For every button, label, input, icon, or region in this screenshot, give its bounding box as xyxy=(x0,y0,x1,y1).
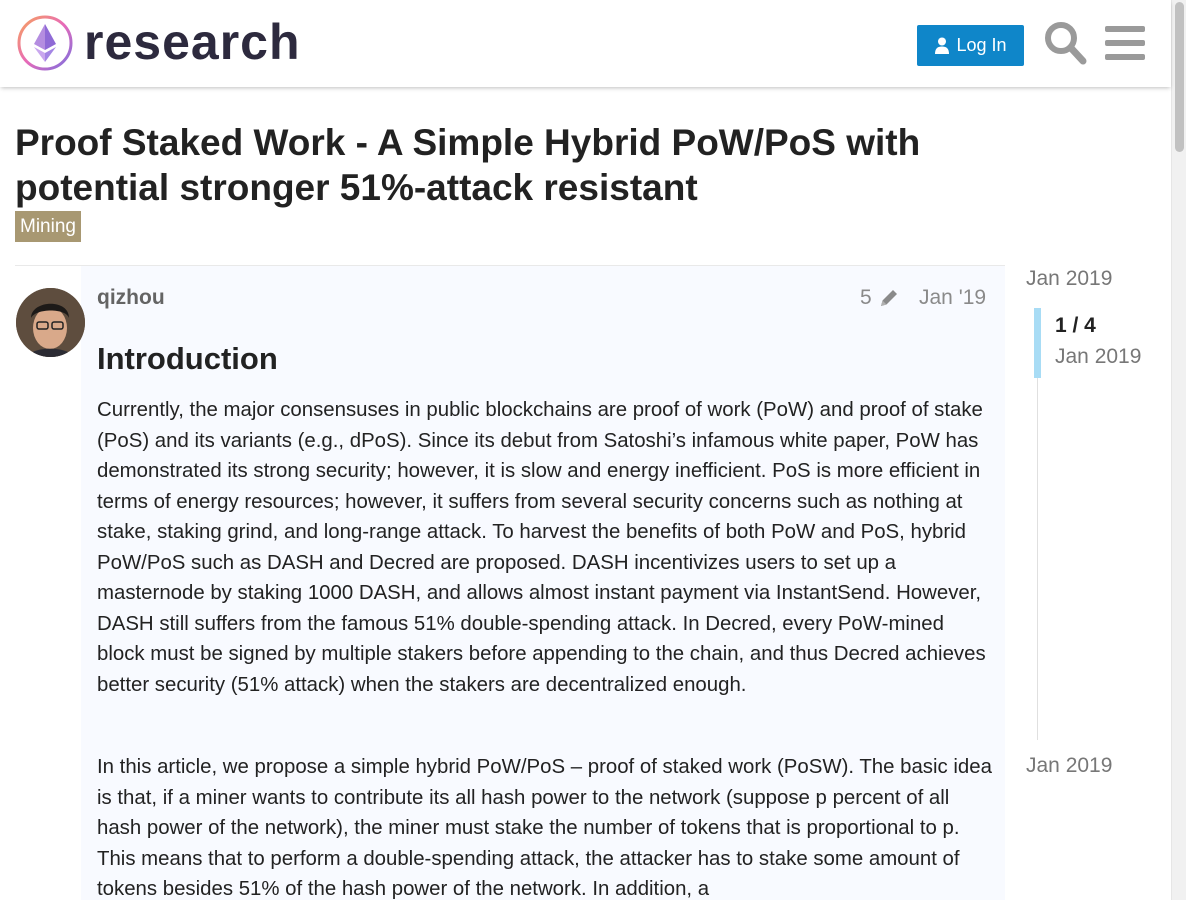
edit-count: 5 xyxy=(860,286,872,309)
post-heading: Introduction xyxy=(97,341,278,376)
timeline-position: 1 / 4 xyxy=(1055,314,1096,337)
research-logo-icon[interactable] xyxy=(16,14,74,72)
topic-title[interactable]: Proof Staked Work - A Simple Hybrid PoW/PoS with potential stronger 51%-attack resistant xyxy=(15,122,921,208)
category-badge[interactable]: Mining xyxy=(15,211,81,242)
post-date[interactable]: Jan '19 xyxy=(919,286,987,309)
user-icon xyxy=(934,37,950,54)
site-name[interactable]: research xyxy=(84,14,301,70)
page-scrollbar[interactable] xyxy=(1171,0,1186,900)
login-button[interactable] xyxy=(917,25,1024,66)
user-avatar-image xyxy=(16,288,85,357)
post-paragraph: Currently, the major consensuses in public blockchains are proof of work (PoW) and proof of stake (PoS) and its variants (e.g., dPoS). Since its debut from Satoshi’s infamous white paper, PoW has demonstrated its strong security; however, it is slow and energy inefficient. PoS is more efficient in terms of energy resources; however, it suffers from several security concerns such as nothing at stake, staking grind, and long-range attack. To harvest the benefits of both PoW and PoS, hybrid PoW/PoS such as DASH and Decred are proposed. DASH incentivizes users to set up a masternode by staking 1000 DASH, and allows almost instant payment via InstantSend. However, DASH still suffers from the famous 51% double-spending attack. In Decred, every PoW-mined block must be signed by multiple stakers before appending to the chain, and thus Decred achieves better security (51% attack) when the stakers are decentralized enough. xyxy=(97,399,986,696)
avatar[interactable] xyxy=(16,288,85,357)
edit-history-button[interactable] xyxy=(860,286,900,310)
post-paragraph: In this article, we propose a simple hybrid PoW/PoS – proof of staked work (PoSW). The basic idea is that, if a miner wants to contribute its all hash power to the network (suppose p percent of all hash power of the network), the miner must stake the number of tokens that is proportional to p. This means that to perform a double-spending attack, the attacker has to stake some amount of tokens besides 51% of the hash power of the network. In addition, a xyxy=(97,756,992,900)
site-header xyxy=(0,0,1171,87)
login-label: Log In xyxy=(956,35,1007,55)
timeline-position-date: Jan 2019 xyxy=(1055,345,1142,368)
pencil-icon xyxy=(878,287,900,309)
hamburger-menu-icon[interactable] xyxy=(1105,24,1145,62)
search-icon[interactable] xyxy=(1043,20,1087,66)
timeline-end-date[interactable]: Jan 2019 xyxy=(1026,754,1113,777)
timeline-scroll-handle[interactable] xyxy=(1034,308,1041,378)
timeline-start-date[interactable]: Jan 2019 xyxy=(1026,267,1113,290)
post-author[interactable]: qizhou xyxy=(97,286,165,309)
scrollbar-thumb[interactable] xyxy=(1175,2,1184,152)
